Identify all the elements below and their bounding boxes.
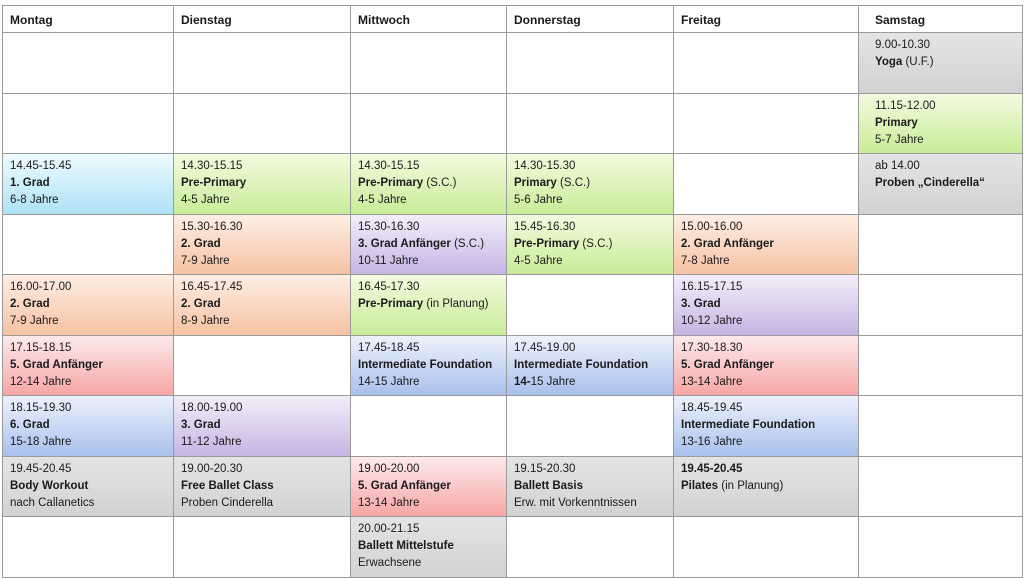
class-slot xyxy=(507,457,674,518)
class-slot xyxy=(3,457,174,518)
class-title xyxy=(875,54,1016,71)
class-title xyxy=(10,296,167,313)
class-age-text: 8-9 Jahre xyxy=(181,315,230,327)
class-time xyxy=(875,37,1016,54)
class-time-text: 16.15-17.15 xyxy=(681,281,743,293)
class-age xyxy=(10,434,167,451)
empty-slot xyxy=(174,94,351,155)
class-time-text: 9.00-10.30 xyxy=(875,39,930,51)
class-title xyxy=(681,296,852,313)
class-slot xyxy=(351,275,507,336)
class-title xyxy=(875,175,1016,192)
class-time-text: 14.45-15.45 xyxy=(10,160,72,172)
class-age-text: 10-12 Jahre xyxy=(681,315,743,327)
empty-slot xyxy=(174,33,351,94)
class-time xyxy=(358,521,500,538)
empty-slot xyxy=(859,396,1023,457)
class-age xyxy=(181,313,344,330)
class-time-text: 15.30-16.30 xyxy=(358,220,420,233)
class-title xyxy=(514,478,667,495)
empty-slot xyxy=(859,336,1023,397)
class-age xyxy=(875,132,1016,149)
day-header: Samstag xyxy=(859,6,1023,33)
class-slot xyxy=(3,396,174,457)
empty-slot xyxy=(859,215,1023,276)
class-time xyxy=(514,340,667,357)
class-name: 6. Grad xyxy=(10,419,50,431)
class-age-text: 10-11 Jahre xyxy=(358,254,419,267)
class-title xyxy=(10,417,167,434)
class-slot xyxy=(351,336,507,397)
class-time xyxy=(10,158,167,175)
empty-slot xyxy=(674,33,859,94)
class-time-text: 18.15-19.30 xyxy=(10,402,72,414)
class-age xyxy=(181,192,344,209)
class-age xyxy=(681,253,852,270)
class-title xyxy=(514,236,667,253)
class-age-text: 4-5 Jahre xyxy=(181,194,230,206)
class-age xyxy=(514,495,667,512)
class-age xyxy=(681,313,852,330)
empty-slot xyxy=(507,396,674,457)
class-note: (in Planung) xyxy=(423,298,489,310)
class-name: 2. Grad xyxy=(10,298,50,310)
class-time-text: ab 14.00 xyxy=(875,160,920,172)
class-slot xyxy=(674,275,859,336)
class-slot xyxy=(174,457,351,518)
class-name: 2. Grad Anfänger xyxy=(681,237,774,250)
empty-slot xyxy=(507,517,674,578)
day-header: Dienstag xyxy=(174,6,351,33)
class-age-text: 6-8 Jahre xyxy=(10,194,59,206)
class-slot xyxy=(674,215,859,276)
class-name: 1. Grad xyxy=(10,177,50,189)
class-age-text: 13-14 Jahre xyxy=(681,375,743,388)
class-title xyxy=(358,478,500,495)
class-slot xyxy=(859,154,1023,215)
class-time-text: 19.15-20.30 xyxy=(514,462,576,475)
class-slot xyxy=(351,517,507,578)
class-name: Pre-Primary xyxy=(358,298,424,310)
class-age xyxy=(181,495,344,512)
class-slot xyxy=(351,154,507,215)
class-age-text: 13-16 Jahre xyxy=(681,436,743,448)
class-name: Body Workout xyxy=(10,479,89,492)
empty-slot xyxy=(507,275,674,336)
empty-slot xyxy=(674,154,859,215)
class-name: 2. Grad xyxy=(181,237,221,250)
class-age xyxy=(181,253,344,270)
class-age-bold: 14- xyxy=(514,375,531,388)
class-age-text: 7-9 Jahre xyxy=(10,315,59,327)
class-name: Ballett Basis xyxy=(514,479,584,492)
empty-slot xyxy=(3,33,174,94)
class-time xyxy=(10,400,167,417)
class-name: 3. Grad xyxy=(681,298,721,310)
class-slot xyxy=(507,336,674,397)
class-name: Pilates xyxy=(681,479,719,492)
class-title xyxy=(514,357,667,374)
class-time-text: 19.00-20.00 xyxy=(358,462,420,475)
class-title xyxy=(10,478,167,495)
class-age xyxy=(514,192,667,209)
class-slot xyxy=(674,336,859,397)
class-name: Pre-Primary xyxy=(514,237,580,250)
class-slot xyxy=(174,215,351,276)
class-age-text: Erwachsene xyxy=(358,557,422,569)
class-age-text: 4-5 Jahre xyxy=(358,194,407,206)
class-age xyxy=(10,192,167,209)
class-time xyxy=(10,340,167,357)
class-title xyxy=(681,417,852,434)
class-time-text: 19.45-20.45 xyxy=(10,462,72,475)
class-age-text: 15-18 Jahre xyxy=(10,436,72,448)
class-time xyxy=(681,219,852,236)
class-time xyxy=(681,400,852,417)
class-name: 5. Grad Anfänger xyxy=(358,479,451,492)
class-age-text: 4-5 Jahre xyxy=(514,254,563,267)
class-note: (S.C.) xyxy=(579,237,613,250)
class-title xyxy=(358,236,500,253)
class-time xyxy=(514,158,667,175)
class-age-text: 14-15 Jahre xyxy=(358,375,420,388)
class-age-text: 15 Jahre xyxy=(530,375,576,388)
class-time-text: 18.45-19.45 xyxy=(681,402,743,414)
class-slot xyxy=(859,33,1023,94)
class-time-text: 16.00-17.00 xyxy=(10,281,72,293)
class-title xyxy=(681,236,852,253)
class-title xyxy=(358,296,500,313)
class-time xyxy=(358,340,500,357)
class-time xyxy=(181,279,344,296)
class-time-text: 15.30-16.30 xyxy=(181,220,243,233)
empty-slot xyxy=(859,275,1023,336)
class-time xyxy=(681,340,852,357)
class-name: 3. Grad Anfänger xyxy=(358,237,451,250)
class-slot xyxy=(674,457,859,518)
class-time-text: 17.45-19.00 xyxy=(514,341,576,354)
class-title xyxy=(358,538,500,555)
class-age-text: Proben Cinderella xyxy=(181,496,274,509)
class-age xyxy=(514,253,667,270)
class-name: 5. Grad Anfänger xyxy=(10,358,103,371)
class-age-text: 5-7 Jahre xyxy=(875,133,924,146)
class-note: (U.F.) xyxy=(902,56,934,68)
class-age xyxy=(10,313,167,330)
class-name: Primary xyxy=(875,116,918,129)
class-age xyxy=(358,253,500,270)
class-slot xyxy=(174,396,351,457)
class-title xyxy=(10,357,167,374)
class-title xyxy=(358,357,500,374)
class-time-text: 11.15-12.00 xyxy=(875,99,936,112)
empty-slot xyxy=(674,94,859,155)
class-name: Intermediate Foundation xyxy=(514,358,649,371)
class-title xyxy=(181,478,344,495)
class-time xyxy=(358,461,500,478)
class-slot xyxy=(507,154,674,215)
class-age-text: 11-12 Jahre xyxy=(181,436,242,448)
class-title xyxy=(181,417,344,434)
class-name: Yoga xyxy=(875,56,903,68)
class-title xyxy=(358,175,500,192)
class-time-text: 17.15-18.15 xyxy=(10,341,72,354)
class-age-text: Erw. mit Vorkenntnissen xyxy=(514,496,637,509)
class-age-text: 12-14 Jahre xyxy=(10,375,72,388)
class-note: (S.C.) xyxy=(556,177,591,189)
empty-slot xyxy=(859,517,1023,578)
class-time xyxy=(514,219,667,236)
class-time-text: 16.45-17.30 xyxy=(358,281,420,293)
class-name: Proben „Cinderella“ xyxy=(875,177,985,189)
class-name: 3. Grad xyxy=(181,419,221,431)
class-title xyxy=(181,296,344,313)
class-time-text: 16.45-17.45 xyxy=(181,281,243,293)
class-title xyxy=(514,175,667,192)
empty-slot xyxy=(674,517,859,578)
class-age xyxy=(358,555,500,572)
class-time xyxy=(181,219,344,236)
class-note: (S.C.) xyxy=(423,177,457,189)
class-age-text: 5-6 Jahre xyxy=(514,194,563,206)
class-title xyxy=(181,175,344,192)
class-title xyxy=(181,236,344,253)
class-time xyxy=(181,400,344,417)
empty-slot xyxy=(859,457,1023,518)
class-name: 2. Grad xyxy=(181,298,221,310)
class-slot xyxy=(3,154,174,215)
empty-slot xyxy=(174,336,351,397)
class-name: Intermediate Foundation xyxy=(681,419,816,431)
class-time-text: 17.30-18.30 xyxy=(681,341,743,354)
timetable xyxy=(2,5,1023,578)
class-slot xyxy=(174,154,351,215)
class-slot xyxy=(351,457,507,518)
class-title xyxy=(681,357,852,374)
class-title xyxy=(875,115,1016,132)
class-time xyxy=(875,98,1016,115)
class-slot xyxy=(174,275,351,336)
class-time xyxy=(10,461,167,478)
class-time xyxy=(514,461,667,478)
class-time-text: 20.00-21.15 xyxy=(358,523,420,535)
empty-slot xyxy=(3,215,174,276)
class-time xyxy=(358,279,500,296)
class-time xyxy=(358,219,500,236)
class-time-text: 14.30-15.15 xyxy=(358,160,420,172)
empty-slot xyxy=(3,517,174,578)
class-age xyxy=(181,434,344,451)
class-age xyxy=(681,434,852,451)
class-slot xyxy=(351,215,507,276)
day-header: Donnerstag xyxy=(507,6,674,33)
class-age-text: 13-14 Jahre xyxy=(358,496,420,509)
class-age xyxy=(681,374,852,391)
class-title xyxy=(10,175,167,192)
class-name: Ballett Mittelstufe xyxy=(358,540,454,552)
class-title xyxy=(681,478,852,495)
class-age xyxy=(10,495,167,512)
empty-slot xyxy=(351,33,507,94)
class-time xyxy=(181,158,344,175)
class-note: (in Planung) xyxy=(718,479,784,492)
day-header: Freitag xyxy=(674,6,859,33)
class-time-text: 17.45-18.45 xyxy=(358,341,420,354)
class-time xyxy=(358,158,500,175)
empty-slot xyxy=(507,94,674,155)
class-name: 5. Grad Anfänger xyxy=(681,358,774,371)
class-time xyxy=(681,279,852,296)
class-time-bold: 19.45-20.45 xyxy=(681,462,743,475)
class-name: Free Ballet Class xyxy=(181,479,274,492)
class-time xyxy=(10,279,167,296)
class-age-text: nach Callanetics xyxy=(10,496,95,509)
class-name: Primary xyxy=(514,177,557,189)
class-name: Intermediate Foundation xyxy=(358,358,493,371)
class-name: Pre-Primary xyxy=(358,177,424,189)
class-age xyxy=(514,374,667,391)
class-time xyxy=(181,461,344,478)
class-name: Pre-Primary xyxy=(181,177,247,189)
empty-slot xyxy=(351,94,507,155)
empty-slot xyxy=(351,396,507,457)
class-time-text: 15.45-16.30 xyxy=(514,220,576,233)
class-time-text: 14.30-15.15 xyxy=(181,160,243,172)
day-header: Montag xyxy=(3,6,174,33)
class-age-text: 7-8 Jahre xyxy=(681,254,730,267)
empty-slot xyxy=(174,517,351,578)
class-time-text: 19.00-20.30 xyxy=(181,462,243,475)
class-age-text: 7-9 Jahre xyxy=(181,254,230,267)
class-slot xyxy=(859,94,1023,155)
class-slot xyxy=(507,215,674,276)
class-note: (S.C.) xyxy=(450,237,485,250)
class-time-text: 14.30-15.30 xyxy=(514,160,576,172)
class-slot xyxy=(3,275,174,336)
class-time xyxy=(875,158,1016,175)
day-header: Mittwoch xyxy=(351,6,507,33)
class-age xyxy=(358,374,500,391)
class-age xyxy=(358,192,500,209)
class-time-text: 15.00-16.00 xyxy=(681,220,743,233)
class-time-text: 18.00-19.00 xyxy=(181,402,243,414)
class-time xyxy=(681,461,852,478)
empty-slot xyxy=(3,94,174,155)
class-age xyxy=(358,495,500,512)
class-age xyxy=(10,374,167,391)
empty-slot xyxy=(507,33,674,94)
class-slot xyxy=(674,396,859,457)
class-slot xyxy=(3,336,174,397)
